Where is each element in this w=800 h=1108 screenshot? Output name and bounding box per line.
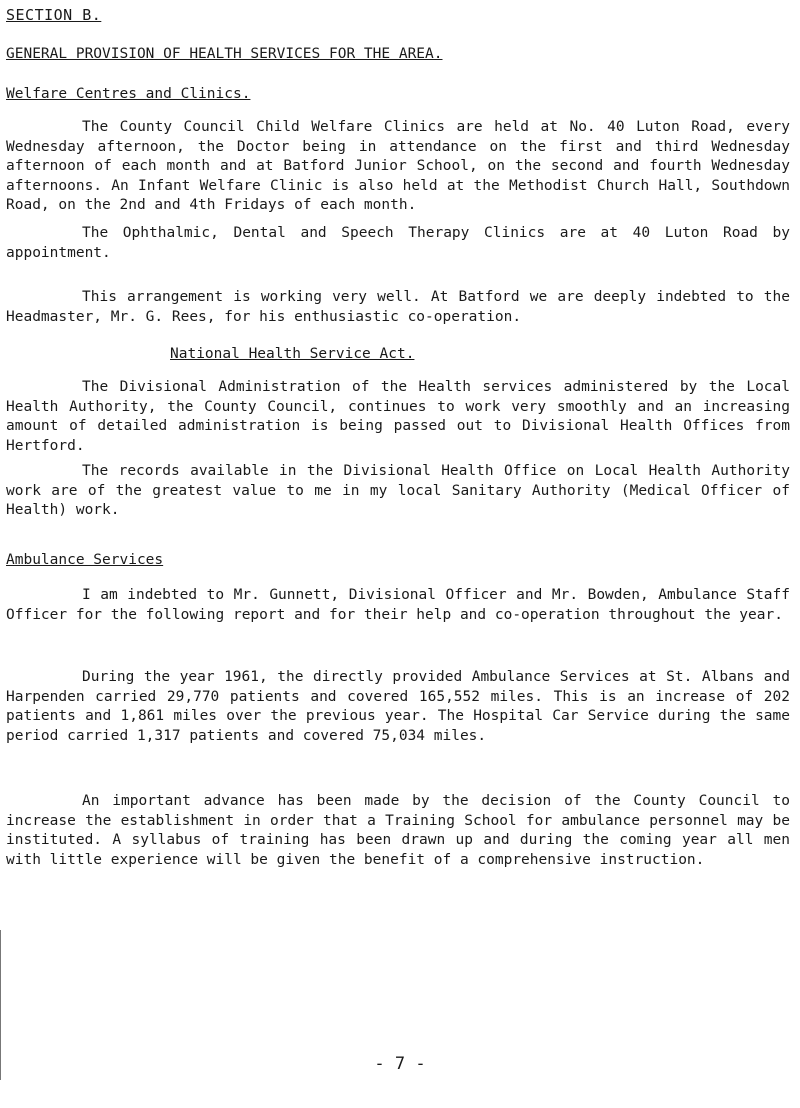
ambulance-heading: Ambulance Services [6,552,164,568]
welfare-paragraph-2: The Ophthalmic, Dental and Speech Therapy Clinics are at 40 Luton Road by appointment. [6,225,790,261]
nhs-act-paragraph-2: The records available in the Divisional Health Office on Local Health Authority work are of the greatest value to me in my local Sanitary Authority (Medical Officer of Health) work. [6,463,790,518]
ambulance-paragraph-1: I am indebted to Mr. Gunnett, Divisional Officer and Mr. Bowden, Ambulance Staff Officer for the following report and for their help and co-operation throughout the year. [6,587,790,623]
welfare-heading: Welfare Centres and Clinics. [6,86,251,102]
main-heading: GENERAL PROVISION OF HEALTH SERVICES FOR THE AREA. [6,46,443,62]
nhs-act-heading: National Health Service Act. [170,346,415,362]
page-number: - 7 - [374,1054,426,1074]
welfare-paragraph-1: The County Council Child Welfare Clinics are held at No. 40 Luton Road, every Wednesday afternoon, the Doctor being in attendance on the first and third Wednesday afternoon of each month and at Batford Junior School, on the second and fourth Wednesday afternoons. An Infant Welfare Clinic is also held at the Methodist Church Hall, Southdown Road, on the 2nd and 4th Fridays of each month. [6,119,790,213]
section-label: SECTION B. [6,6,102,24]
ambulance-paragraph-3: An important advance has been made by the decision of the County Council to increase the establishment in order that a Training School for ambulance personnel may be instituted. A syllabus of training has been drawn up and during the coming year all men with little experience will be given the benefit of a comprehensive instruction. [6,793,790,868]
nhs-act-paragraph-1: The Divisional Administration of the Health services administered by the Local Health Authority, the County Council, continues to work very smoothly and an increasing amount of detailed administration is being passed out to Divisional Health Offices from Hertford. [6,379,790,454]
welfare-paragraph-3: This arrangement is working very well. At Batford we are deeply indebted to the Headmaster, Mr. G. Rees, for his enthusiastic co-operation. [6,289,790,325]
ambulance-paragraph-2: During the year 1961, the directly provided Ambulance Services at St. Albans and Harpenden carried 29,770 patients and covered 165,552 miles. This is an increase of 202 patients and 1,861 miles over the previous year. The Hospital Car Service during the same period carried 1,317 patients and covered 75,034 miles. [6,669,790,744]
